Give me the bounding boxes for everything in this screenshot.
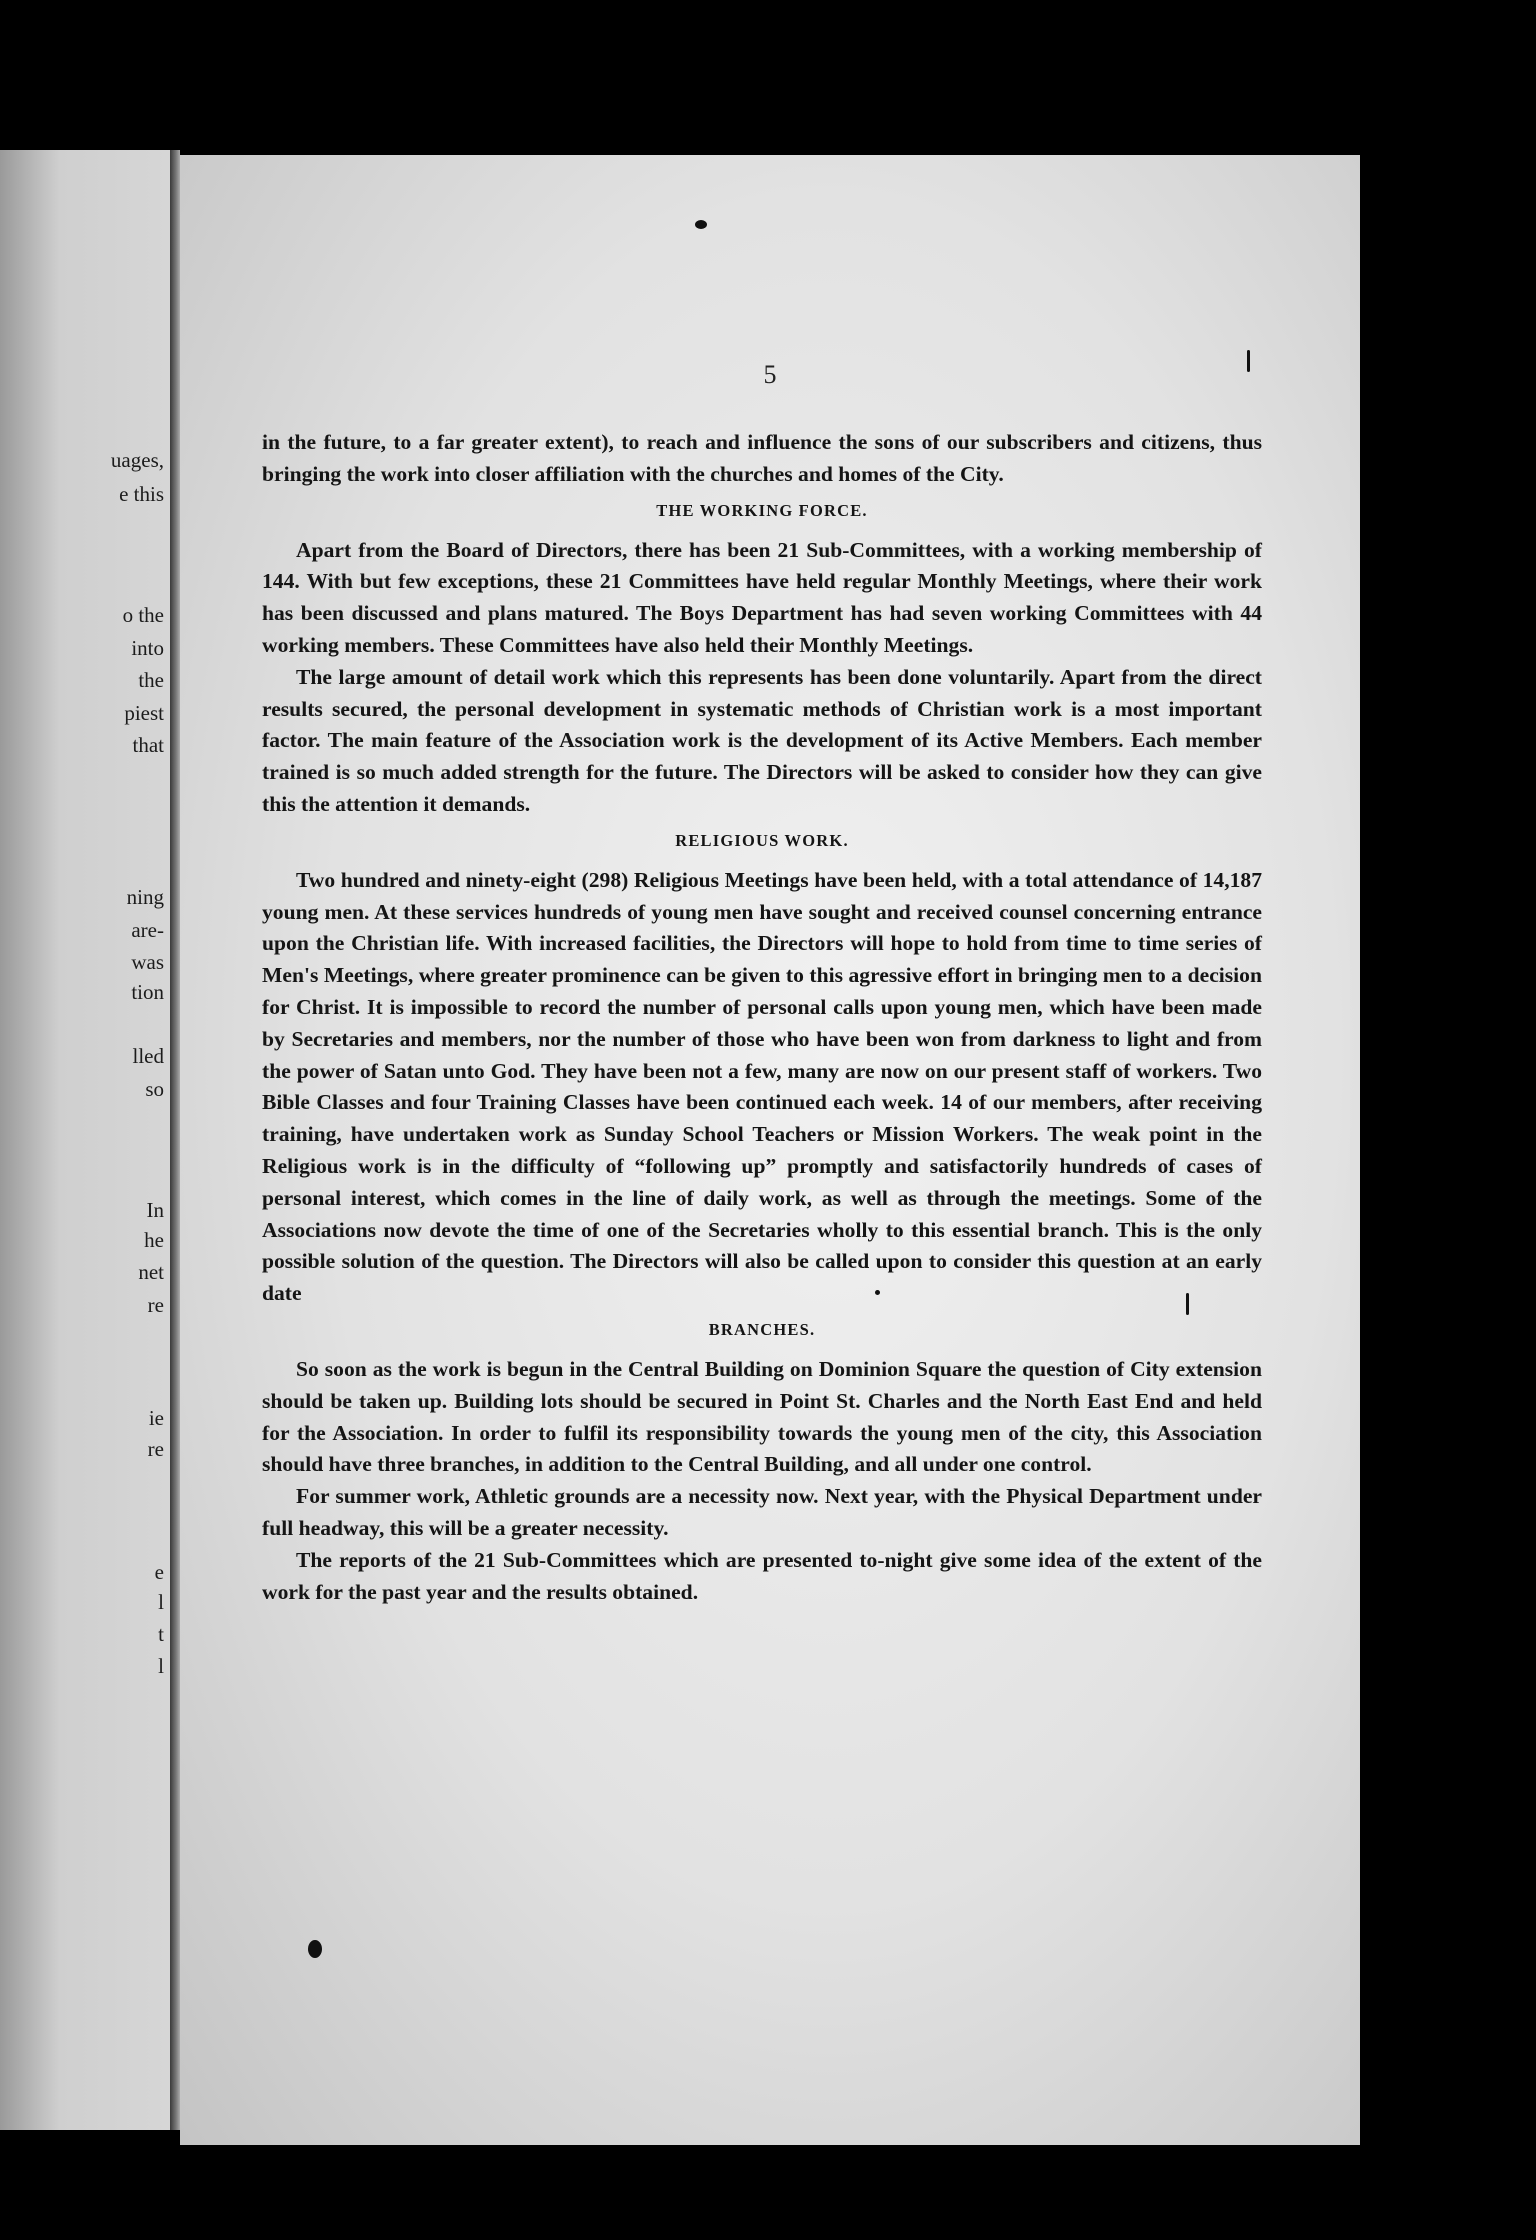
left-page-text-fragment: ie xyxy=(148,1406,164,1430)
paragraph: The reports of the 21 Sub-Committees which are presented to-night give some idea of the extent of the work for the past year and the results obtained. xyxy=(262,1547,1262,1604)
left-page-text-fragment: that xyxy=(132,733,164,757)
left-page-text-fragment: tion xyxy=(131,980,164,1004)
left-page-text-fragment: are- xyxy=(131,918,164,942)
left-page-text-fragment: e xyxy=(154,1560,164,1584)
page-number: 5 xyxy=(763,360,777,389)
section-heading-branches: BRANCHES. xyxy=(708,1319,816,1339)
scan-speck xyxy=(1186,1293,1189,1315)
left-page-text-fragment: e this xyxy=(119,482,164,506)
page-text xyxy=(262,427,1262,1608)
scan-speck xyxy=(308,1940,322,1958)
left-page-text-fragment: net xyxy=(138,1260,164,1284)
left-page-text-fragment: ning xyxy=(126,885,164,909)
left-page-text-fragment: he xyxy=(144,1228,164,1252)
left-page-text-fragment: re xyxy=(147,1437,164,1461)
left-page-text-fragment: t xyxy=(158,1622,164,1646)
left-page-text-fragment: into xyxy=(131,636,164,660)
page-gutter xyxy=(170,150,180,2130)
scan-speck xyxy=(695,220,707,229)
left-page-text-fragment: the xyxy=(138,668,164,692)
left-page-text-fragment: uages, xyxy=(110,448,164,472)
paragraph: The large amount of detail work which this represents has been done voluntarily. Apart from the direct results secured, the personal development in systematic methods of Christian work is a most important factor. The main feature of the Association work is the development of its Active Members. Each member trained is so much added strength for the future. The Directors will be asked to consider how they can give this the attention it demands. xyxy=(262,664,1262,816)
left-page-text-fragment: l xyxy=(158,1590,164,1614)
document-page xyxy=(180,155,1360,2145)
left-page-text-fragment: In xyxy=(146,1198,164,1222)
paragraph: Two hundred and ninety-eight (298) Religious Meetings have been held, with a total attendance of 14,187 young men. At these services hundreds of young men have sought and received counsel concerning entrance upon the Christian life. With increased facilities, the Directors will hope to hold from time to time series of Men's Meetings, where greater prominence can be given to this agressive effort in bringing men to a decision for Christ. It is impossible to record the number of personal calls upon young men, which have been made by Secretaries and members, nor the number of those who have been won from darkness to light and from the power of Satan unto God. They have been not a few, many are now on our present staff of workers. Two Bible Classes and four Training Classes have been continued each week. 14 of our members, after receiving training, have undertaken work as Sunday School Teachers or Mission Workers. The weak point in the Religious work is in the difficulty of “following up” promptly and satisfactorily hundreds of cases of personal interest, which comes in the line of daily work, as well as through the meetings. Some of the Associations now devote the time of one of the Secretaries wholly to this essential branch. This is the only possible solution of the question. The Directors will also be called upon to consider this question at an early date xyxy=(262,867,1262,1306)
left-page-text-fragment: piest xyxy=(124,701,164,725)
paragraph: Apart from the Board of Directors, there has been 21 Sub-Committees, with a working membership of 144. With but few exceptions, these 21 Committees have held regular Monthly Meetings, where their work has been discussed and plans matured. The Boys Department has had seven working Committees with 44 working members. These Committees have also held their Monthly Meetings. xyxy=(262,537,1262,657)
left-page-text-fragment: o the xyxy=(122,603,164,627)
paragraph: So soon as the work is begun in the Central Building on Dominion Square the question of City extension should be taken up. Building lots should be secured in Point St. Charles and the North East End and held for the Association. In order to fulfil its responsibility towards the young men of the city, this Association should have three branches, in addition to the Central Building, and all under one control. xyxy=(262,1356,1262,1477)
left-page-text-fragment: re xyxy=(147,1293,164,1317)
intro-paragraph: in the future, to a far greater extent), to reach and influence the sons of our subscribers and citizens, thus bringing the work into closer affiliation with the churches and homes of the City. xyxy=(262,430,1262,486)
left-page-edge xyxy=(0,150,170,2130)
left-page-text-fragment: l xyxy=(158,1654,164,1678)
scan-speck xyxy=(875,1290,880,1295)
scan-speck xyxy=(1247,350,1250,372)
left-page-text-fragment: was xyxy=(131,950,164,974)
section-heading-working-force: THE WORKING FORCE. xyxy=(656,500,868,520)
paragraph: For summer work, Athletic grounds are a necessity now. Next year, with the Physical Department under full headway, this will be a greater necessity. xyxy=(262,1484,1262,1540)
section-heading-religious-work: RELIGIOUS WORK. xyxy=(675,830,849,850)
left-page-text-fragment: so xyxy=(145,1077,164,1101)
left-page-text-fragment: lled xyxy=(132,1044,164,1068)
